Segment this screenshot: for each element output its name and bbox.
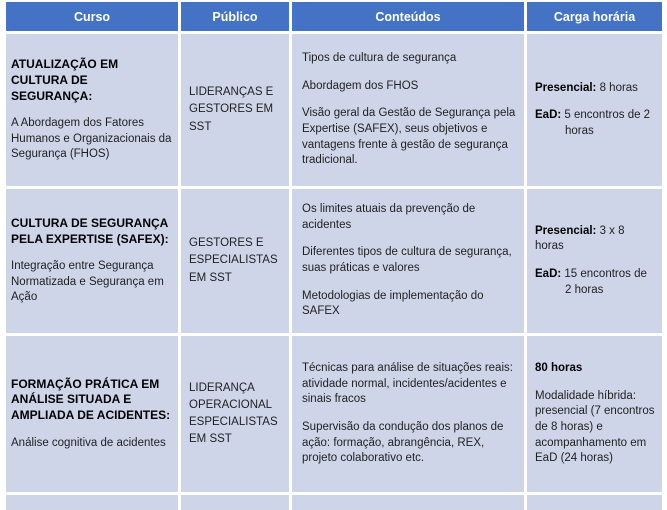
row2-carga-presencial-value: 3 x 8 horas — [535, 224, 625, 253]
row1-conteudo-item: Visão geral da Gestão de Segurança pela Expertise (SAFEX), seus objetivos e vantagens frente à gestão de segurança tradicional. — [302, 107, 516, 167]
row1-carga-ead-value: 5 encontros de 2 horas — [564, 109, 651, 137]
row2-carga-presencial-label: Presencial: — [535, 224, 597, 237]
row3-curso-cell — [6, 336, 178, 492]
row1-publico-text: LIDERANÇAS E GESTORES EM SST — [189, 86, 274, 133]
row2-conteudos-cell — [292, 189, 524, 333]
row2-carga-ead-label: EaD: — [535, 268, 562, 280]
row3-curso-title: FORMAÇÃO PRÁTICA EM ANÁLISE SITUADA E AMPLIADA DE ACIDENTES: — [11, 376, 171, 423]
bottom-strip-cell — [292, 495, 524, 510]
row1-carga-ead-label: EaD: — [535, 109, 562, 122]
row2-curso-cell — [6, 189, 178, 333]
row2-carga-ead — [535, 267, 656, 298]
row1-carga-ead — [535, 108, 656, 139]
row1-conteudos-cell — [292, 34, 524, 186]
row1-carga-cell — [527, 34, 662, 186]
course-table — [6, 2, 662, 510]
header-publico: Público — [181, 2, 289, 31]
row3-curso-subtitle: Análise cognitiva de acidentes — [11, 436, 166, 449]
row1-carga-presencial-label: Presencial: — [535, 81, 597, 94]
row3-carga-total — [535, 361, 656, 377]
bottom-strip-cell — [181, 495, 289, 510]
row3-publico-cell — [181, 336, 289, 492]
bottom-strip-cell — [6, 495, 178, 510]
row1-curso-subtitle: A Abordagem dos Fatores Humanos e Organizacionais da Segurança (FHOS) — [11, 117, 172, 161]
row2-carga-ead-value: 15 encontros de 2 horas — [564, 268, 647, 296]
bottom-strip-cell — [527, 495, 662, 510]
row3-conteudos-cell — [292, 336, 524, 492]
row3-publico-text: LIDERANÇA OPERACIONAL ESPECIALISTAS EM SST — [189, 381, 278, 446]
row1-carga-presencial — [535, 81, 656, 97]
row1-carga-presencial-value: 8 horas — [599, 81, 638, 94]
row2-carga-cell — [527, 189, 662, 333]
row1-curso-cell — [6, 34, 178, 186]
row2-publico-text: GESTORES E ESPECIALISTAS EM SST — [189, 237, 278, 284]
row1-conteudo-item: Abordagem dos FHOS — [302, 79, 419, 92]
row2-publico-cell — [181, 189, 289, 333]
row3-carga-total-label: 80 horas — [535, 362, 583, 375]
row2-curso-subtitle: Integração entre Segurança Normatizada e Segurança em Ação — [11, 260, 164, 304]
header-curso: Curso — [6, 2, 178, 31]
row3-conteudo-item: Supervisão da condução dos planos de ação: formação, abrangência, REX, projeto colaborativo etc. — [302, 421, 504, 465]
row2-carga-presencial — [535, 224, 656, 255]
header-carga-horaria: Carga horária — [527, 2, 662, 31]
row2-conteudo-item: Diferentes tipos de cultura de segurança, suas práticas e valores — [302, 246, 512, 274]
row2-conteudo-item: Metodologias de implementação do SAFEX — [302, 289, 484, 318]
row2-conteudo-item: Os limites atuais da prevenção de acidentes — [302, 203, 476, 231]
header-conteudos: Conteúdos — [292, 2, 524, 31]
row2-curso-title: CULTURA DE SEGURANÇA PELA EXPERTISE (SAFEX): — [11, 216, 169, 246]
row1-conteudo-item: Tipos de cultura de segurança — [302, 52, 457, 65]
row3-carga-cell — [527, 336, 662, 492]
row1-curso-title: ATUALIZAÇÃO EM CULTURA DE SEGURANÇA: — [11, 57, 119, 103]
row1-publico-cell — [181, 34, 289, 186]
row3-carga-modalidade: Modalidade híbrida: presencial (7 encontros de 8 horas) e acompanhamento em EaD (24 horas) — [535, 389, 655, 465]
row3-conteudo-item: Técnicas para análise de situações reais: atividade normal, incidentes/acidentes e sinais fracos — [302, 362, 513, 406]
